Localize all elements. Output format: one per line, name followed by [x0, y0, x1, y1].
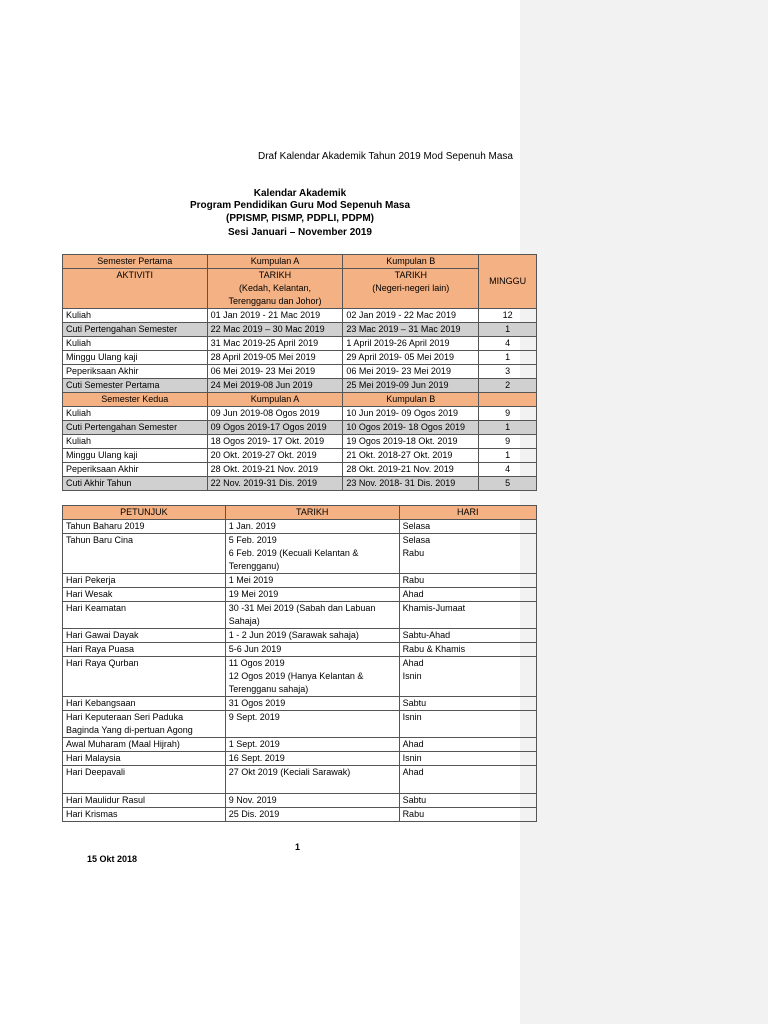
- holiday-name-cell: Hari Keamatan: [63, 602, 226, 629]
- table-row: [63, 794, 537, 808]
- holiday-day-cell: Sabtu-Ahad: [399, 629, 536, 643]
- table-row: [63, 711, 537, 738]
- group-a-header: Kumpulan A: [207, 255, 343, 269]
- table-row: [63, 602, 537, 629]
- table-row: [63, 435, 537, 449]
- group-a-date-cell: 22 Nov. 2019-31 Dis. 2019: [207, 477, 343, 491]
- group-a-tarikh-label: TARIKH: [258, 270, 292, 280]
- group-b-date-cell: 19 Ogos 2019-18 Okt. 2019: [343, 435, 479, 449]
- table-row: [63, 643, 537, 657]
- holiday-name-cell: Hari Deepavali: [63, 766, 226, 794]
- calendar-subheader-row: [63, 269, 537, 309]
- table-row: [63, 379, 537, 393]
- header-line-4: Sesi Januari – November 2019: [228, 227, 372, 238]
- holiday-day-cell: Ahad: [399, 588, 536, 602]
- holiday-name-cell: Hari Wesak: [63, 588, 226, 602]
- table-row: [63, 365, 537, 379]
- group-b-date-cell: 23 Mac 2019 – 31 Mac 2019: [343, 323, 479, 337]
- holiday-name-cell: Hari Pekerja: [63, 574, 226, 588]
- semester-2-title: Semester Kedua: [63, 393, 208, 407]
- tarikh-header: TARIKH: [225, 506, 399, 520]
- holiday-date-line: 11 Ogos 2019: [228, 658, 285, 668]
- table-row: [63, 477, 537, 491]
- activity-cell: Cuti Pertengahan Semester: [63, 323, 208, 337]
- group-a-states-1: (Kedah, Kelantan,: [238, 283, 311, 293]
- table-row: [63, 752, 537, 766]
- group-a-tarikh: [207, 269, 343, 309]
- table-row: [63, 738, 537, 752]
- holiday-date-line: Sahaja): [228, 616, 260, 626]
- group-a-date-cell: 18 Ogos 2019- 17 Okt. 2019: [207, 435, 343, 449]
- group-a-date-cell: 20 Okt. 2019-27 Okt. 2019: [207, 449, 343, 463]
- holiday-date-line: Terengganu sahaja): [228, 684, 309, 694]
- table-row: [63, 449, 537, 463]
- group-a-date-cell: 31 Mac 2019-25 April 2019: [207, 337, 343, 351]
- group-a-header: Kumpulan A: [207, 393, 343, 407]
- holiday-name-cell: Tahun Baru Cina: [63, 534, 226, 574]
- group-a-date-cell: 06 Mei 2019- 23 Mei 2019: [207, 365, 343, 379]
- group-b-date-cell: 10 Jun 2019- 09 Ogos 2019: [343, 407, 479, 421]
- group-b-date-cell: 10 Ogos 2019- 18 Ogos 2019: [343, 421, 479, 435]
- table-row: [63, 520, 537, 534]
- holiday-day-cell: Ahad: [399, 738, 536, 752]
- holiday-name-cell: Hari Raya Puasa: [63, 643, 226, 657]
- holiday-day-cell: Khamis-Jumaat: [399, 602, 536, 629]
- table-row: [63, 463, 537, 477]
- holiday-date-cell: 5-6 Jun 2019: [225, 643, 399, 657]
- holiday-day-cell: Rabu: [399, 574, 536, 588]
- group-a-date-cell: 24 Mei 2019-08 Jun 2019: [207, 379, 343, 393]
- holiday-date-cell: 25 Dis. 2019: [225, 808, 399, 822]
- table-row: [63, 534, 537, 574]
- weeks-cell: 1: [479, 323, 537, 337]
- holiday-name-cell: Hari Kebangsaan: [63, 697, 226, 711]
- weeks-cell: 5: [479, 477, 537, 491]
- group-a-date-cell: 09 Ogos 2019-17 Ogos 2019: [207, 421, 343, 435]
- calendar-header-row: [63, 255, 537, 269]
- group-a-date-cell: 28 April 2019-05 Mei 2019: [207, 351, 343, 365]
- holiday-day-cell: Sabtu: [399, 794, 536, 808]
- activity-cell: Cuti Akhir Tahun: [63, 477, 208, 491]
- holiday-name-cell: Hari Krismas: [63, 808, 226, 822]
- holiday-name-cell: [63, 711, 226, 738]
- table-row: [63, 574, 537, 588]
- holiday-name-cell: Hari Gawai Dayak: [63, 629, 226, 643]
- holiday-date-cell: [225, 534, 399, 574]
- page-number: 1: [295, 842, 301, 852]
- holiday-day-cell: Ahad: [399, 766, 536, 794]
- weeks-cell: 1: [479, 421, 537, 435]
- holiday-date-cell: 9 Nov. 2019: [225, 794, 399, 808]
- weeks-cell: 9: [479, 435, 537, 449]
- holiday-date-line: 6 Feb. 2019 (Kecuali Kelantan &: [228, 548, 359, 558]
- group-b-date-cell: 06 Mei 2019- 23 Mei 2019: [343, 365, 479, 379]
- group-b-date-cell: 29 April 2019- 05 Mei 2019: [343, 351, 479, 365]
- group-b-date-cell: 25 Mei 2019-09 Jun 2019: [343, 379, 479, 393]
- activity-cell: Minggu Ulang kaji: [63, 449, 208, 463]
- table-row: [63, 588, 537, 602]
- table-row: [63, 407, 537, 421]
- table-row: [63, 808, 537, 822]
- holiday-date-line: 12 Ogos 2019 (Hanya Kelantan &: [228, 671, 364, 681]
- holiday-day-cell: [399, 534, 536, 574]
- holiday-date-cell: [225, 657, 399, 697]
- header-line-2: Program Pendidikan Guru Mod Sepenuh Masa: [189, 200, 411, 211]
- activity-cell: Kuliah: [63, 309, 208, 323]
- holiday-name-cell: Hari Raya Qurban: [63, 657, 226, 697]
- group-b-tarikh-label: TARIKH: [394, 270, 427, 280]
- holiday-day-line: Selasa: [402, 535, 431, 545]
- table-row: [63, 351, 537, 365]
- group-b-date-cell: 1 April 2019-26 April 2019: [343, 337, 479, 351]
- holiday-name-cell: Hari Malaysia: [63, 752, 226, 766]
- activity-cell: Peperiksaan Akhir: [63, 365, 208, 379]
- group-b-header: Kumpulan B: [343, 393, 479, 407]
- group-a-date-cell: 01 Jan 2019 - 21 Mac 2019: [207, 309, 343, 323]
- group-b-states: (Negeri-negeri lain): [372, 283, 450, 293]
- holiday-date-cell: 31 Ogos 2019: [225, 697, 399, 711]
- weeks-cell: 1: [479, 449, 537, 463]
- activity-cell: Kuliah: [63, 337, 208, 351]
- weeks-cell: 4: [479, 337, 537, 351]
- activity-cell: Kuliah: [63, 435, 208, 449]
- weeks-cell: 3: [479, 365, 537, 379]
- group-b-date-cell: 28 Okt. 2019-21 Nov. 2019: [343, 463, 479, 477]
- holidays-table: [62, 505, 537, 822]
- holiday-day-cell: Isnin: [399, 711, 536, 738]
- holiday-date-cell: 19 Mei 2019: [225, 588, 399, 602]
- holiday-day-line: Ahad: [402, 658, 424, 668]
- table-row: [63, 766, 537, 794]
- group-b-header: Kumpulan B: [343, 255, 479, 269]
- weeks-cell: [479, 393, 537, 407]
- activity-cell: Cuti Pertengahan Semester: [63, 421, 208, 435]
- activity-cell: Kuliah: [63, 407, 208, 421]
- holiday-day-cell: Rabu: [399, 808, 536, 822]
- holiday-day-cell: Isnin: [399, 752, 536, 766]
- group-b-date-cell: 23 Nov. 2018- 31 Dis. 2019: [343, 477, 479, 491]
- holiday-day-line: Rabu: [402, 548, 425, 558]
- semester-2-header-row: [63, 393, 537, 407]
- aktiviti-header: AKTIVITI: [63, 269, 208, 309]
- activity-cell: Cuti Semester Pertama: [63, 379, 208, 393]
- table-row: [63, 697, 537, 711]
- weeks-cell: 1: [479, 351, 537, 365]
- weeks-cell: 12: [479, 309, 537, 323]
- holiday-name-line: Baginda Yang di-pertuan Agong: [66, 725, 193, 735]
- minggu-header: MINGGU: [479, 255, 537, 309]
- holiday-date-cell: 9 Sept. 2019: [225, 711, 399, 738]
- group-b-date-cell: 02 Jan 2019 - 22 Mac 2019: [343, 309, 479, 323]
- holiday-day-cell: [399, 657, 536, 697]
- semester-1-title: Semester Pertama: [63, 255, 208, 269]
- holiday-date-cell: 1 Jan. 2019: [225, 520, 399, 534]
- footer-date: 15 Okt 2018: [87, 854, 138, 864]
- holiday-date-line: 30 -31 Mei 2019 (Sabah dan Labuan: [228, 603, 376, 613]
- holiday-date-cell: 16 Sept. 2019: [225, 752, 399, 766]
- holiday-day-cell: Sabtu: [399, 697, 536, 711]
- holiday-date-cell: 1 Mei 2019: [225, 574, 399, 588]
- holiday-name-line: Hari Keputeraan Seri Paduka: [66, 712, 184, 722]
- holiday-date-cell: 27 Okt 2019 (Keciali Sarawak): [225, 766, 399, 794]
- table-row: [63, 337, 537, 351]
- holiday-day-line: Isnin: [402, 671, 422, 681]
- holiday-name-cell: Awal Muharam (Maal Hijrah): [63, 738, 226, 752]
- comment-pane: [520, 0, 768, 1024]
- weeks-cell: 4: [479, 463, 537, 477]
- holiday-date-line: Terengganu): [228, 561, 280, 571]
- holiday-date-cell: 1 - 2 Jun 2019 (Sarawak sahaja): [225, 629, 399, 643]
- holiday-name-cell: Hari Maulidur Rasul: [63, 794, 226, 808]
- header-line-1: Kalendar Akademik: [253, 188, 347, 199]
- weeks-cell: 9: [479, 407, 537, 421]
- academic-calendar-table: [62, 254, 537, 491]
- holidays-header-row: [63, 506, 537, 520]
- holiday-date-line: 5 Feb. 2019: [228, 535, 277, 545]
- group-a-states-2: Terengganu dan Johor): [228, 296, 322, 306]
- petunjuk-header: PETUNJUK: [63, 506, 226, 520]
- holiday-date-cell: [225, 602, 399, 629]
- group-b-tarikh: [343, 269, 479, 309]
- holiday-date-cell: 1 Sept. 2019: [225, 738, 399, 752]
- table-row: [63, 657, 537, 697]
- holiday-day-cell: Selasa: [399, 520, 536, 534]
- group-a-date-cell: 28 Okt. 2019-21 Nov. 2019: [207, 463, 343, 477]
- table-row: [63, 309, 537, 323]
- weeks-cell: 2: [479, 379, 537, 393]
- holiday-name-cell: Tahun Baharu 2019: [63, 520, 226, 534]
- activity-cell: Peperiksaan Akhir: [63, 463, 208, 477]
- table-row: [63, 629, 537, 643]
- header-line-3: (PPISMP, PISMP, PDPLI, PDPM): [226, 213, 374, 224]
- table-row: [63, 421, 537, 435]
- group-a-date-cell: 22 Mac 2019 – 30 Mac 2019: [207, 323, 343, 337]
- group-b-date-cell: 21 Okt. 2018-27 Okt. 2019: [343, 449, 479, 463]
- hari-header: HARI: [399, 506, 536, 520]
- holiday-day-cell: Rabu & Khamis: [399, 643, 536, 657]
- activity-cell: Minggu Ulang kaji: [63, 351, 208, 365]
- table-row: [63, 323, 537, 337]
- group-a-date-cell: 09 Jun 2019-08 Ogos 2019: [207, 407, 343, 421]
- draft-title: Draf Kalendar Akademik Tahun 2019 Mod Sepenuh Masa: [258, 151, 513, 162]
